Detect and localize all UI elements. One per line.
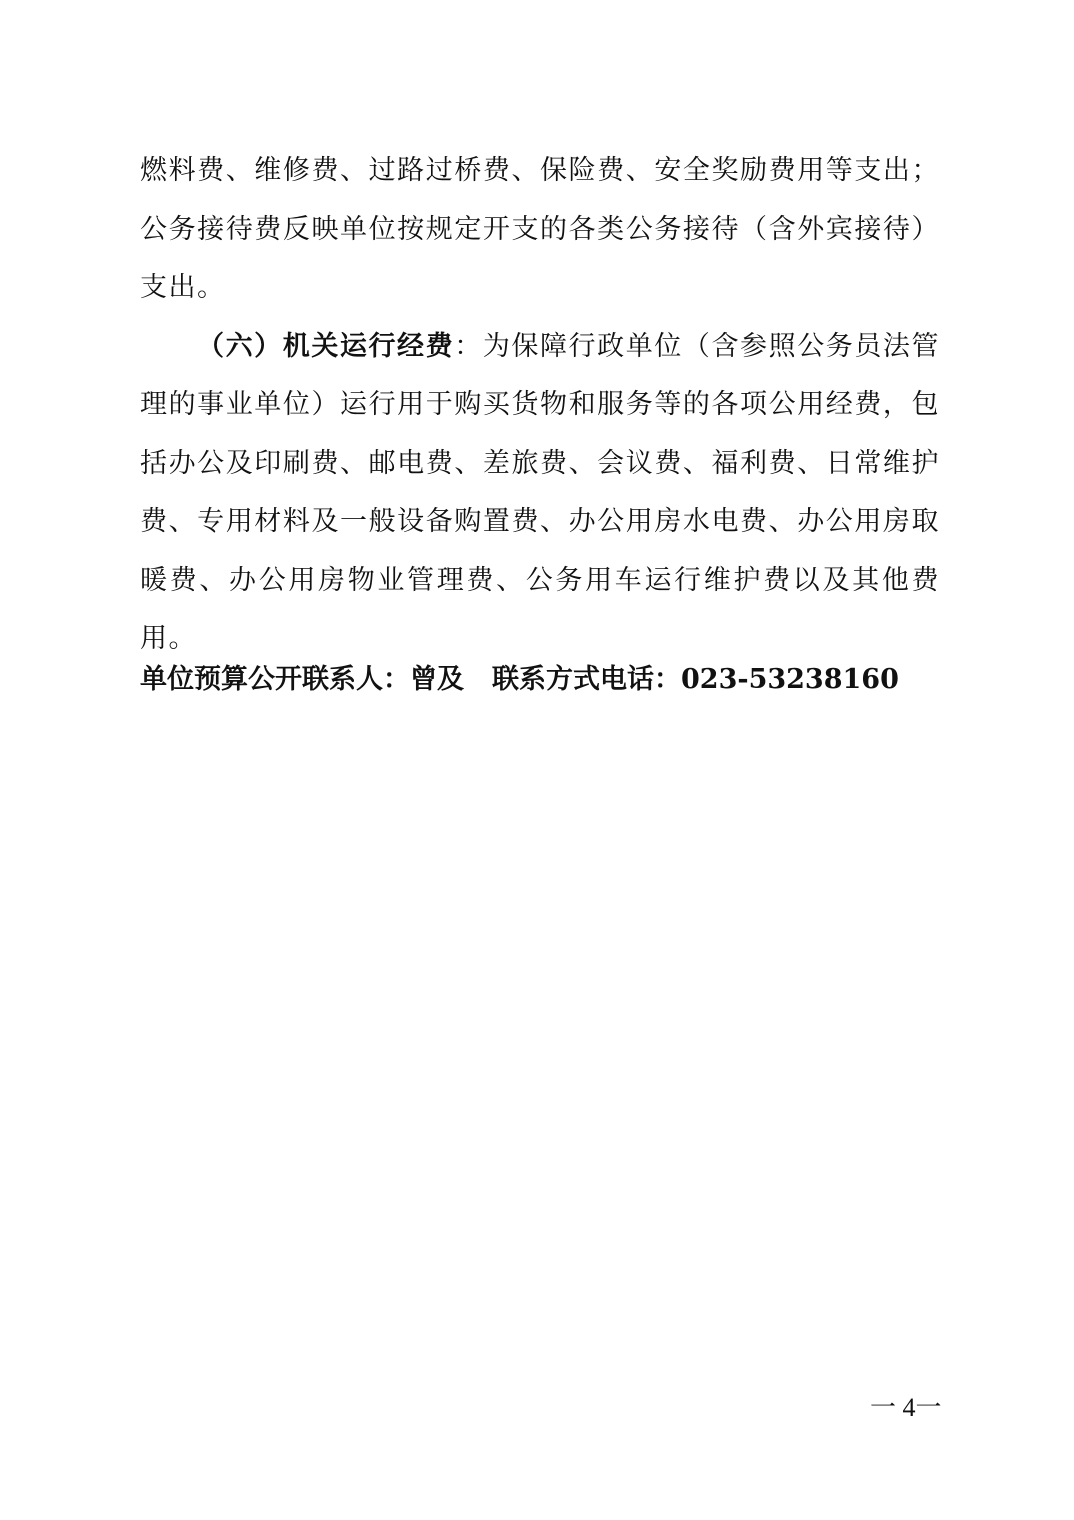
paragraph-continuation: 燃料费、维修费、过路过桥费、保险费、安全奖励费用等支出；公务接待费反映单位按规定开支的各类公务接待（含外宾接待）支出。 (140, 155, 940, 303)
section-text: ：为保障行政单位（含参照公务员法管理的事业单位）运行用于购买货物和服务等的各项公用经费，包括办公及印刷费、邮电费、差旅费、会议费、福利费、日常维护费、专用材料及一般设备购置费、办公用房水电费、办公用房取暖费、办公用房物业管理费、公务用车运行维护费以及其他费用。 (140, 330, 941, 654)
contact-phone-label: 联系方式电话： (492, 664, 681, 695)
document-body (140, 142, 940, 669)
paragraph-operating-expenses (140, 318, 940, 669)
contact-person-label: 单位预算公开联系人： (140, 664, 410, 695)
contact-person-name: 曾及 (410, 664, 464, 695)
page-number: 一 4一 (870, 1393, 942, 1422)
contact-line (140, 660, 960, 700)
section-heading: （六）机关运行经费 (197, 330, 455, 362)
contact-phone: 023-53238160 (681, 664, 899, 695)
